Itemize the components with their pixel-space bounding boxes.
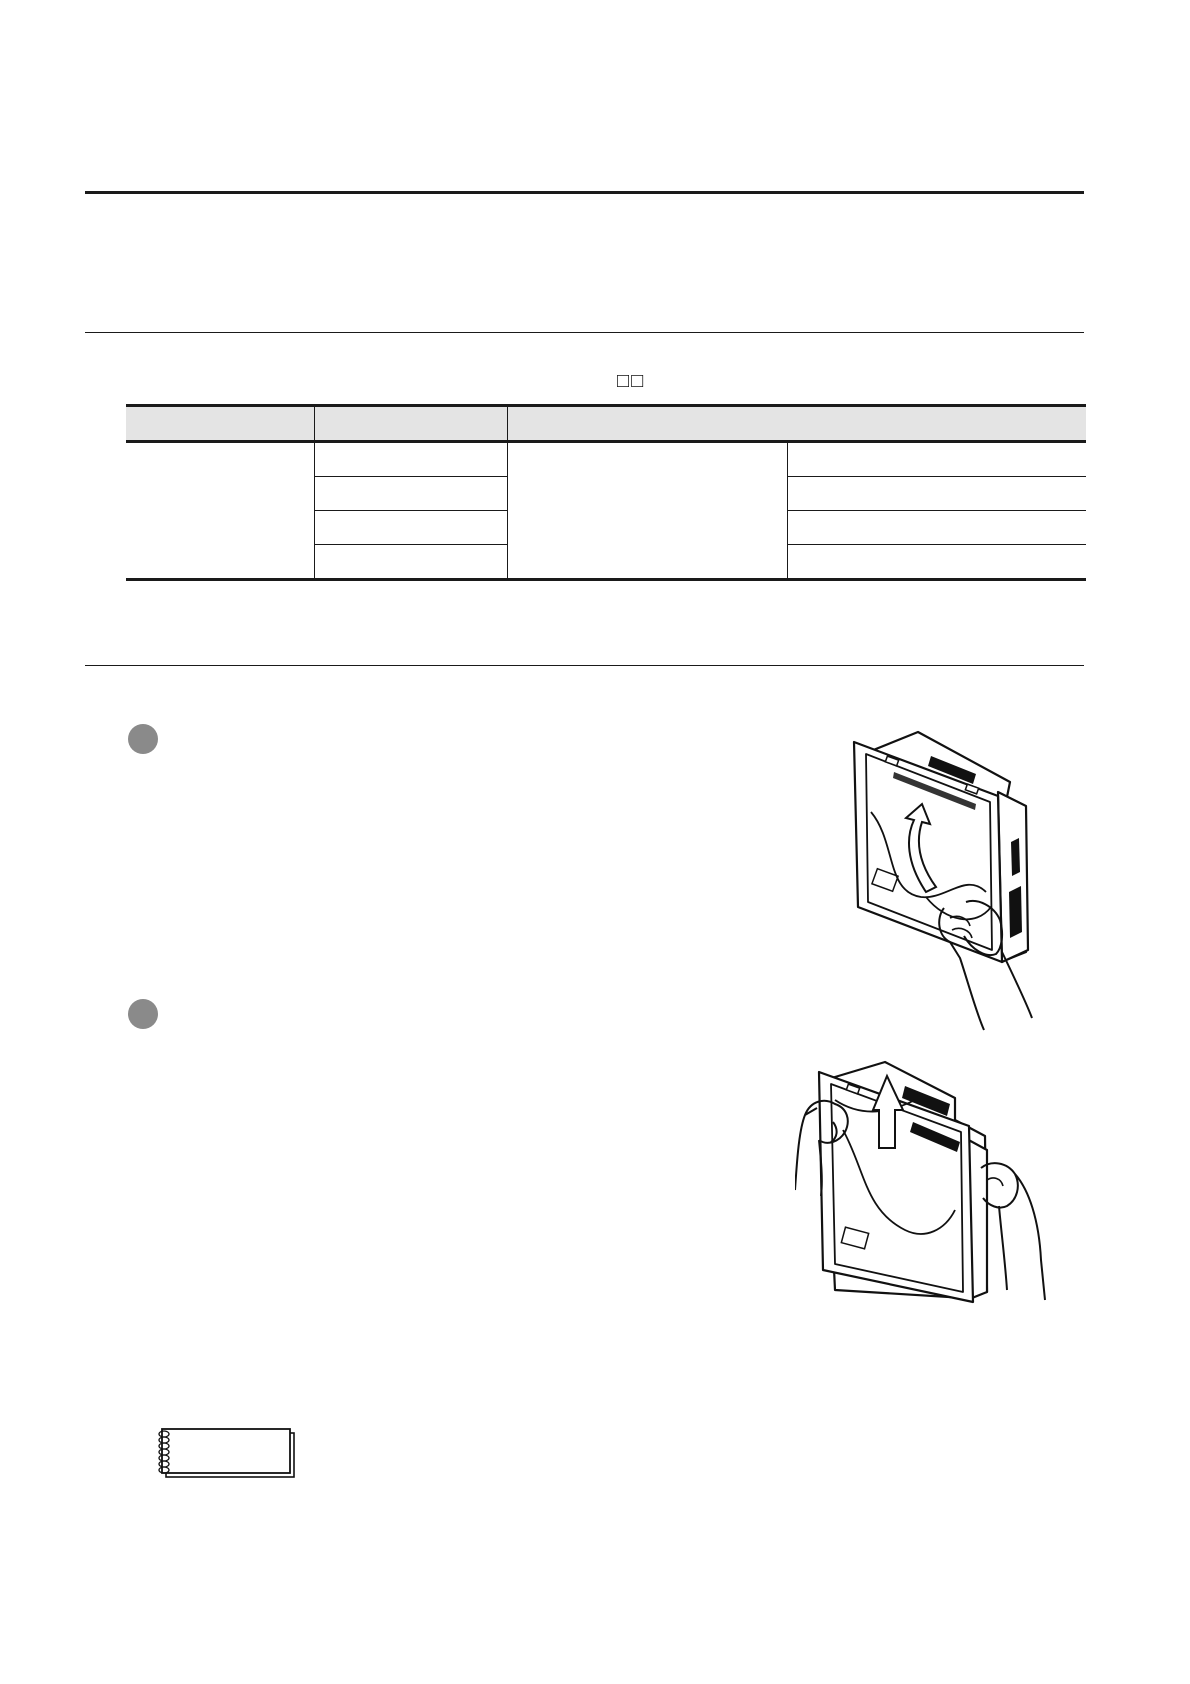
note-notebook-icon xyxy=(156,1427,296,1479)
table-cell xyxy=(126,442,314,580)
section-top-rule xyxy=(85,191,1084,194)
table-header-cell xyxy=(126,406,314,442)
table-cell xyxy=(787,511,1086,545)
table-cell xyxy=(787,442,1086,477)
table-row xyxy=(126,442,1086,477)
table-header-cell xyxy=(314,406,507,442)
table-cell xyxy=(314,545,507,580)
peel-sheet-illustration xyxy=(826,722,1056,1052)
table-header-row xyxy=(126,406,1086,442)
table-header-cell xyxy=(507,406,1086,442)
table-cell xyxy=(507,442,787,580)
step-1-bullet xyxy=(128,724,158,754)
model-spec-table xyxy=(126,404,1086,581)
table-cell xyxy=(787,545,1086,580)
pull-sheet-illustration xyxy=(795,1060,1085,1320)
section-divider-2 xyxy=(85,665,1084,666)
table-cell xyxy=(314,477,507,511)
table-cell xyxy=(787,477,1086,511)
table-cell xyxy=(314,511,507,545)
model-code-placeholder: □□ xyxy=(617,370,646,392)
section-divider-1 xyxy=(85,332,1084,333)
step-2-bullet xyxy=(128,999,158,1029)
table-cell xyxy=(314,442,507,477)
